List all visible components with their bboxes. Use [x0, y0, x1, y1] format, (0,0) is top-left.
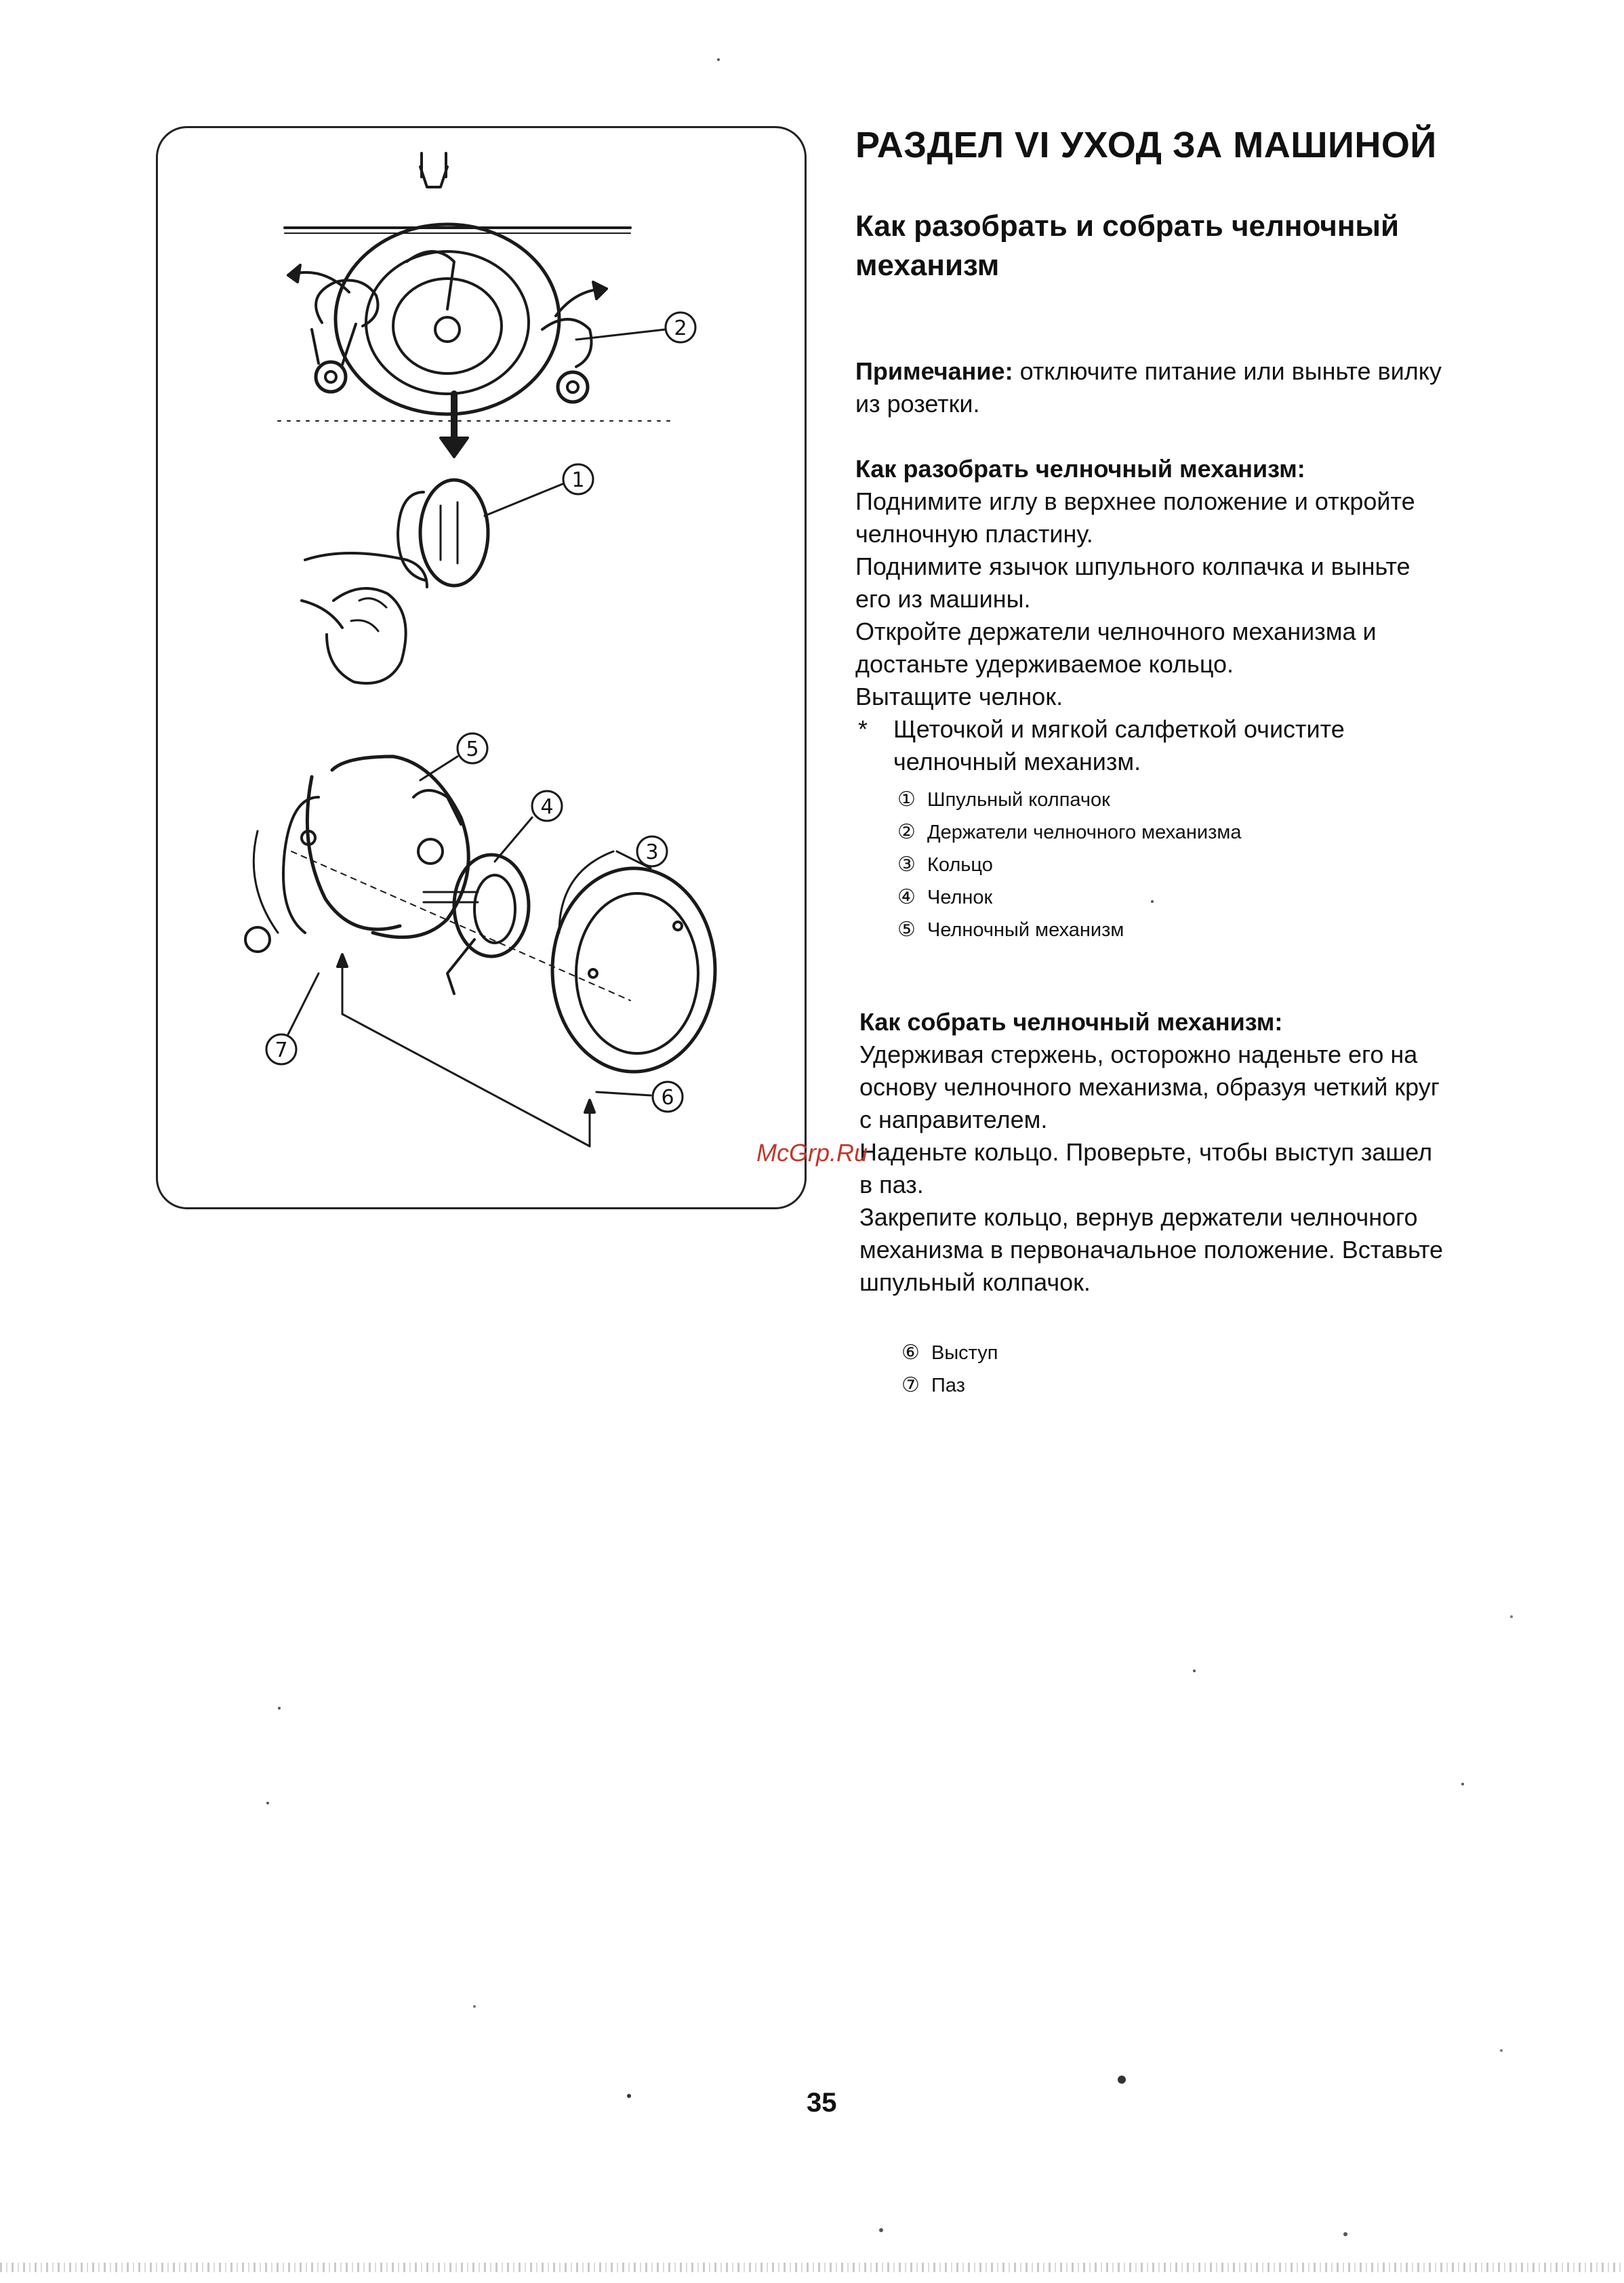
svg-text:2: 2 — [674, 317, 687, 340]
note-text-line-2: из розетки. — [855, 390, 980, 418]
svg-text:5: 5 — [466, 738, 479, 761]
section-title: РАЗДЕЛ VI УХОД ЗА МАШИНОЙ — [855, 125, 1437, 165]
scan-edge — [0, 2263, 1624, 2272]
assemble-heading: Как собрать челночный механизм: — [859, 1008, 1283, 1036]
subtitle-line-1: Как разобрать и собрать челночный — [855, 209, 1400, 243]
disassemble-line: челночную пластину. — [855, 520, 1093, 548]
legend-number: ⑦ — [901, 1374, 920, 1396]
subtitle-line-2: механизм — [855, 249, 1000, 282]
disassemble-line: Вытащите челнок. — [855, 683, 1063, 710]
legend-text: Челночный механизм — [927, 919, 1124, 941]
legend-text: Паз — [931, 1375, 965, 1396]
disassemble-line: его из машины. — [855, 585, 1031, 613]
disassemble-line: достаньте удерживаемое кольцо. — [855, 650, 1234, 678]
assemble-line: Удерживая стержень, осторожно наденьте его на — [859, 1041, 1418, 1068]
legend-number: ② — [897, 821, 916, 843]
watermark: McGrp.Ru — [756, 1139, 868, 1167]
assemble-line: основу челночного механизма, образуя четкий круг — [859, 1073, 1440, 1101]
legend-text: Челнок — [927, 887, 993, 908]
assemble-line: в паз. — [859, 1171, 924, 1198]
legend-text: Кольцо — [927, 854, 993, 876]
assemble-line: Наденьте кольцо. Проверьте, чтобы выступ зашел — [859, 1138, 1433, 1166]
svg-text:1: 1 — [571, 468, 585, 492]
disassemble-heading: Как разобрать челночный механизм: — [855, 455, 1305, 483]
legend-text: Выступ — [931, 1342, 998, 1364]
svg-text:6: 6 — [661, 1086, 674, 1110]
legend-number: ⑥ — [901, 1341, 920, 1364]
legend-number: ③ — [897, 853, 916, 876]
page-number: 35 — [807, 2088, 837, 2118]
bullet-line: Щеточкой и мягкой салфеткой очистите — [893, 715, 1345, 743]
bullet-line: челночный механизм. — [893, 748, 1141, 775]
disassemble-line: Откройте держатели челночного механизма и — [855, 618, 1377, 645]
legend-number: ① — [897, 788, 916, 811]
assemble-line: шпульный колпачок. — [859, 1268, 1091, 1296]
bullet-mark: * — [858, 715, 868, 743]
disassemble-line: Поднимите иглу в верхнее положение и откройте — [855, 487, 1415, 515]
assemble-line: механизма в первоначальное положение. Вставьте — [859, 1236, 1444, 1264]
note-text-line-1: отключите питание или выньте вилку — [1013, 357, 1442, 385]
assemble-line: с направителем. — [859, 1106, 1048, 1133]
disassemble-line: Поднимите язычок шпульного колпачка и выньте — [855, 552, 1410, 580]
note-label: Примечание: — [855, 357, 1013, 385]
legend-text: Держатели челночного механизма — [927, 822, 1242, 843]
legend-number: ⑤ — [897, 918, 916, 941]
legend-text: Шпульный колпачок — [927, 789, 1110, 811]
legend-number: ④ — [897, 886, 916, 908]
assemble-line: Закрепите кольцо, вернув держатели челночного — [859, 1203, 1418, 1231]
svg-text:3: 3 — [645, 841, 659, 864]
svg-text:7: 7 — [275, 1038, 288, 1062]
svg-text:4: 4 — [540, 795, 554, 819]
